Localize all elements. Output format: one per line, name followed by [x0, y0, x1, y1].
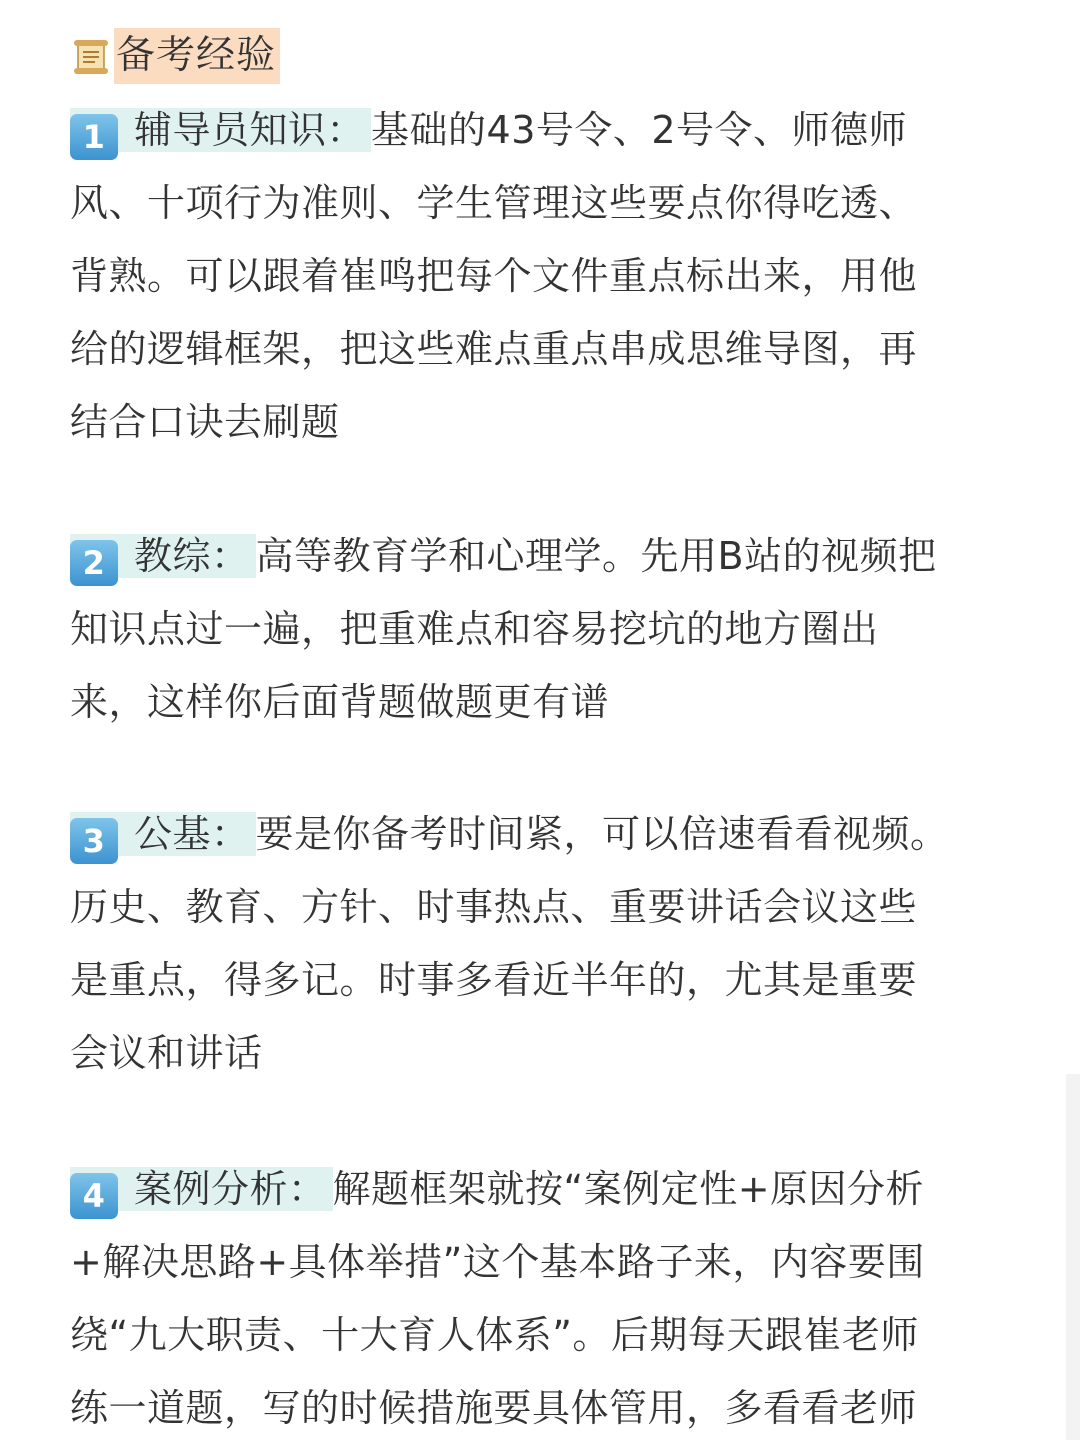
section-1 [70, 94, 1020, 459]
section-title [70, 28, 280, 84]
section-4-line-4: 练一道题，写的时候措施要具体管用，多看看老师 [70, 1386, 918, 1430]
section-3-line-3: 是重点，得多记。时事多看近半年的，尤其是重要 [70, 958, 918, 1002]
section-4-line-2: +解决思路+具体举措”这个基本路子来，内容要围 [70, 1240, 925, 1284]
section-4-line-1: 解题框架就按“案例定性+原因分析 [332, 1167, 925, 1211]
section-1-line-2: 风、十项行为准则、学生管理这些要点你得吃透、 [70, 181, 918, 225]
section-4-heading-text: 案例分析： [134, 1167, 327, 1211]
section-4-line-3: 绕“九大职责、十大育人体系”。后期每天跟崔老师 [70, 1313, 919, 1357]
section-2-line-2: 知识点过一遍，把重难点和容易挖坑的地方圈出 [70, 607, 879, 651]
section-2-line-1: 高等教育学和心理学。先用B站的视频把 [255, 534, 937, 578]
section-1-heading-text: 辅导员知识： [134, 108, 366, 152]
section-2-heading [70, 534, 256, 582]
section-3-heading [70, 812, 256, 860]
section-1-line-5: 结合口诀去刷题 [70, 400, 340, 444]
section-3-line-2: 历史、教育、方针、时事热点、重要讲话会议这些 [70, 885, 918, 929]
section-4 [70, 1153, 1020, 1440]
section-1-line-3: 背熟。可以跟着崔鸣把每个文件重点标出来，用他 [70, 254, 918, 298]
section-2-heading-text: 教综： [134, 534, 250, 578]
scrollbar-track[interactable] [1066, 1074, 1080, 1440]
section-4-heading [70, 1167, 333, 1215]
section-1-line-1: 基础的43号令、2号令、师德师 [371, 108, 908, 152]
section-2-line-3: 来，这样你后面背题做题更有谱 [70, 680, 610, 724]
section-3-line-4: 会议和讲话 [70, 1031, 263, 1075]
section-2 [70, 520, 1020, 739]
scroll-icon [70, 34, 114, 78]
section-1-line-4: 给的逻辑框架，把这些难点重点串成思维导图，再 [70, 327, 918, 371]
section-1-heading [70, 108, 371, 156]
number-3-badge: 3 [70, 818, 118, 864]
section-3-heading-text: 公基： [134, 812, 250, 856]
section-3-line-1: 要是你备考时间紧，可以倍速看看视频。 [255, 812, 949, 856]
number-1-badge: 1 [70, 114, 118, 160]
section-3 [70, 798, 1020, 1090]
number-4-badge: 4 [70, 1173, 118, 1219]
number-2-badge: 2 [70, 540, 118, 586]
title-text: 备考经验 [114, 28, 280, 84]
